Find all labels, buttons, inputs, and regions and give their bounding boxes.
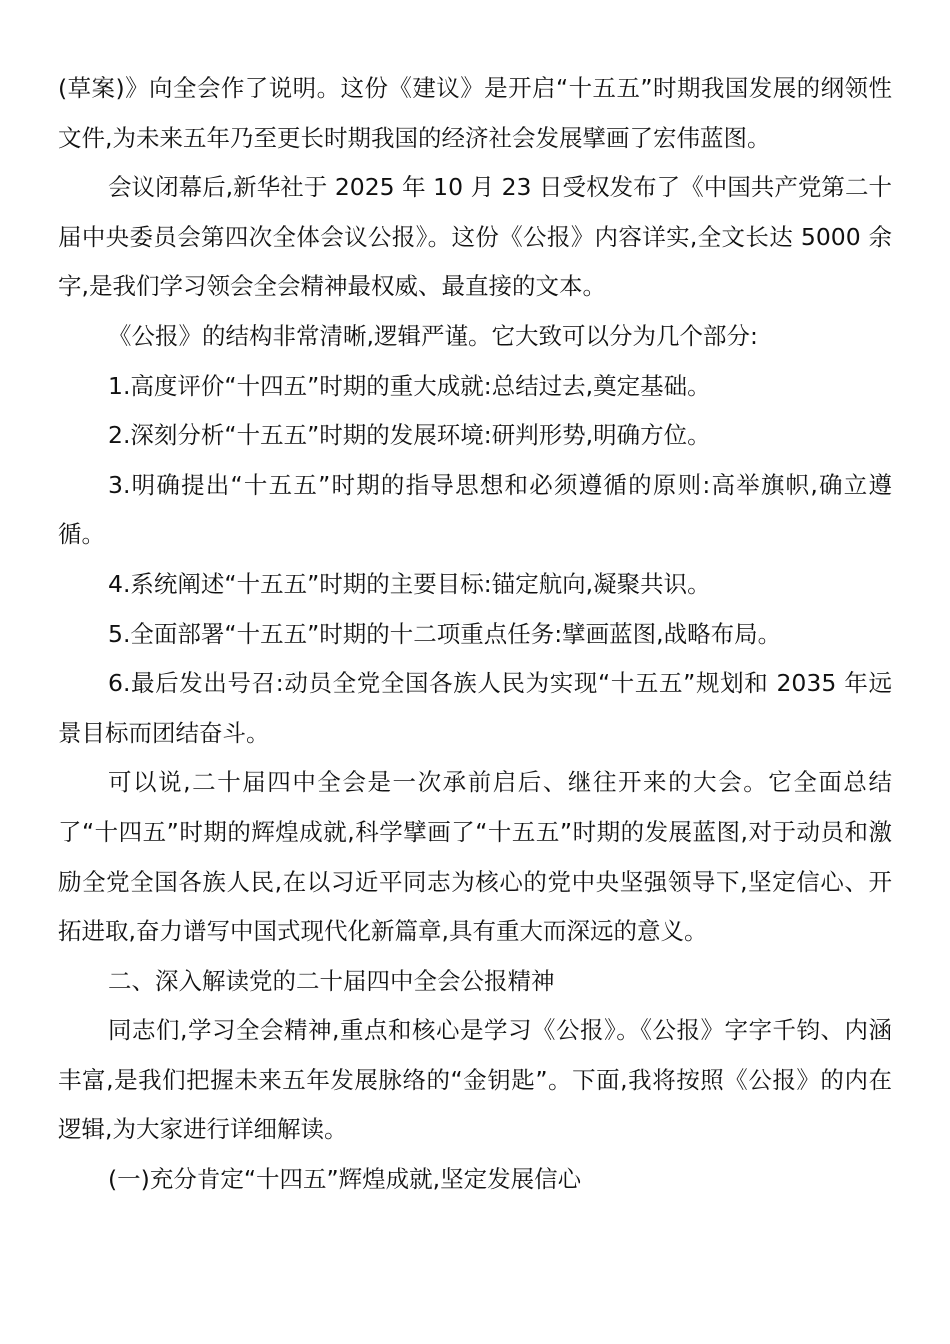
list-item-2: 2.深刻分析“十五五”时期的发展环境:研判形势,明确方位。 xyxy=(108,421,711,450)
paragraph-continuation: (草案)》向全会作了说明。这份《建议》是开启“十五五”时期我国发展的纲领性文件,为未来五年乃至更长时期我国的经济社会发展擘画了宏伟蓝图。 xyxy=(58,74,892,152)
paragraph-structure-intro: 《公报》的结构非常清晰,逻辑严谨。它大致可以分为几个部分: xyxy=(108,321,758,350)
document-page xyxy=(58,64,892,1205)
paragraph-significance: 可以说,二十届四中全会是一次承前启后、继往开来的大会。它全面总结了“十四五”时期的辉煌成就,科学擘画了“十五五”时期的发展蓝图,对于动员和激励全党全国各族人民,在以习近平同志为核心的党中央坚强领导下,坚定信心、开拓进取,奋力谱写中国式现代化新篇章,具有重大而深远的意义。 xyxy=(58,768,892,946)
list-item-6: 6.最后发出号召:动员全党全国各族人民为实现“十五五”规划和 2035 年远景目标而团结奋斗。 xyxy=(58,669,892,747)
list-item-3: 3.明确提出“十五五”时期的指导思想和必须遵循的原则:高举旗帜,确立遵循。 xyxy=(58,470,892,549)
list-item-5: 5.全面部署“十五五”时期的十二项重点任务:擘画蓝图,战略布局。 xyxy=(108,619,782,648)
paragraph-communique-release: 会议闭幕后,新华社于 2025 年 10 月 23 日受权发布了《中国共产党第二十届中央委员会第四次全体会议公报》。这份《公报》内容详实,全文长达 5000 余字,是我们学习领会全会精神最权威、最直接的文本。 xyxy=(58,173,892,301)
subsection-heading-1: (一)充分肯定“十四五”辉煌成就,坚定发展信心 xyxy=(108,1165,582,1194)
section-heading-2: 二、深入解读党的二十届四中全会公报精神 xyxy=(108,966,555,995)
list-item-1: 1.高度评价“十四五”时期的重大成就:总结过去,奠定基础。 xyxy=(108,371,711,400)
paragraph-study-intro: 同志们,学习全会精神,重点和核心是学习《公报》。《公报》字字千钧、内涵丰富,是我们把握未来五年发展脉络的“金钥匙”。下面,我将按照《公报》的内在逻辑,为大家进行详细解读。 xyxy=(58,1016,892,1144)
list-item-4: 4.系统阐述“十五五”时期的主要目标:锚定航向,凝聚共识。 xyxy=(108,569,711,598)
